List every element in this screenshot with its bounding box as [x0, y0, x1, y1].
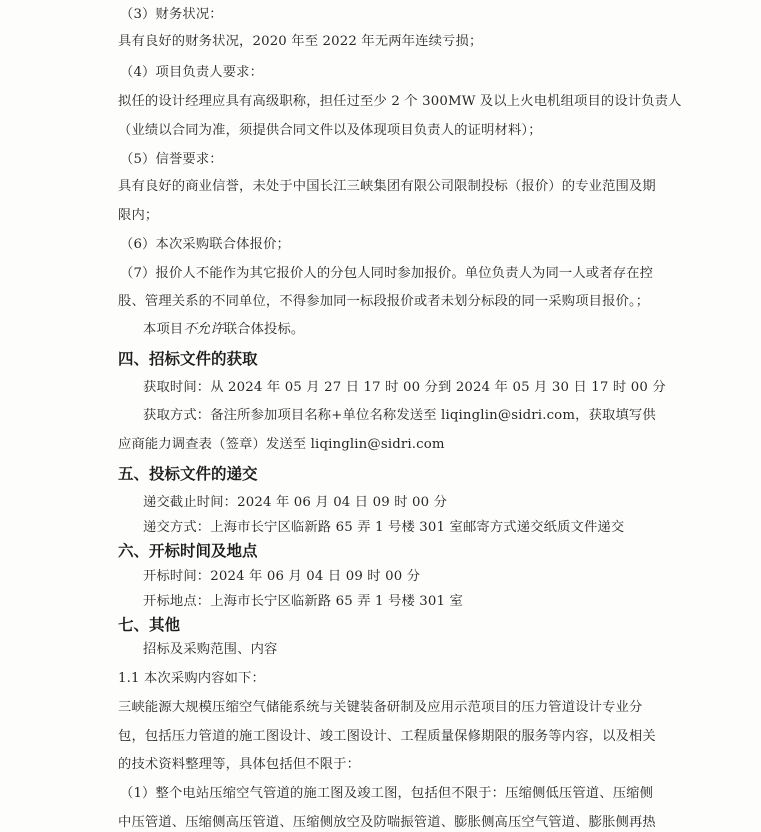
pm-text-line1: 拟任的设计经理应具有高级职称，担任过至少 2 个 300MW 及以上火电机组项目的设计负责人 — [118, 94, 682, 109]
finance-text: 具有良好的财务状况，2020 年至 2022 年无两年连续亏损； — [118, 34, 483, 49]
item7-line2: 股、管理关系的不同单位，不得参加同一标段报价或者未划分标段的同一采购项目报价。； — [118, 294, 650, 309]
section4-method-line1: 获取方式：备注所参加项目名称+单位名称发送至 liqinglin@sidri.com，获取填写供 — [143, 408, 656, 423]
consortium-suffix: 联合体投标。 — [223, 322, 305, 337]
pm-text-line2: （业绩以合同为准，须提供合同文件以及体现项目负责人的证明材料）； — [118, 123, 542, 138]
section6-heading: 六、开标时间及地点 — [118, 542, 258, 560]
section7-item-1-1: 1.1 本次采购内容如下： — [118, 671, 265, 686]
section7-sub1-line2: 中压管道、压缩侧高压管道、压缩侧放空及防喘振管道、膨胀侧高压空气管道、膨胀侧再热 — [118, 815, 656, 830]
section6-time: 开标时间：2024 年 06 月 04 日 09 时 00 分 — [143, 569, 421, 584]
section6-place: 开标地点：上海市长宁区临新路 65 弄 1 号楼 301 室 — [143, 594, 463, 609]
pm-title: （4）项目负责人要求： — [120, 65, 264, 80]
section7-sub1-line1: （1）整个电站压缩空气管道的施工图及竣工图，包括但不限于：压缩侧低压管道、压缩侧 — [120, 786, 654, 801]
section5-deadline: 递交截止时间：2024 年 06 月 04 日 09 时 00 分 — [143, 495, 448, 510]
consortium-emph: 不允许 — [183, 322, 224, 337]
section7-para-line3: 的技术资料整理等，具体包括但不限于： — [118, 757, 361, 772]
item6: （6）本次采购联合体报价； — [120, 237, 290, 252]
section5-method: 递交方式：上海市长宁区临新路 65 弄 1 号楼 301 室邮寄方式递交纸质文件递交 — [143, 520, 625, 535]
section4-time: 获取时间：从 2024 年 05 月 27 日 17 时 00 分到 2024 年 05 月 30 日 17 时 00 分 — [143, 380, 666, 395]
credit-title: （5）信誉要求： — [120, 152, 223, 167]
consortium-prefix: 本项目 — [143, 322, 184, 337]
section4-heading: 四、招标文件的获取 — [118, 350, 258, 368]
consortium-note — [143, 321, 304, 339]
credit-text-line1: 具有良好的商业信誉，未处于中国长江三峡集团有限公司限制投标（报价）的专业范围及期 — [118, 179, 656, 194]
section7-para-line1: 三峡能源大规模压缩空气储能系统与关键装备研制及应用示范项目的压力管道设计专业分 — [118, 700, 643, 715]
item7-line1: （7）报价人不能作为其它报价人的分包人同时参加报价。单位负责人为同一人或者存在控 — [120, 266, 654, 281]
section5-heading: 五、投标文件的递交 — [118, 465, 258, 483]
section7-para-line2: 包，包括压力管道的施工图设计、竣工图设计、工程质量保修期限的服务等内容，以及相关 — [118, 729, 656, 744]
section7-scope-title: 招标及采购范围、内容 — [143, 642, 278, 657]
section7-heading: 七、其他 — [118, 616, 181, 634]
section4-method-line2: 应商能力调查表（签章）发送至 liqinglin@sidri.com — [118, 437, 445, 452]
credit-text-line2: 限内； — [118, 208, 159, 223]
finance-title: （3）财务状况： — [120, 7, 223, 22]
